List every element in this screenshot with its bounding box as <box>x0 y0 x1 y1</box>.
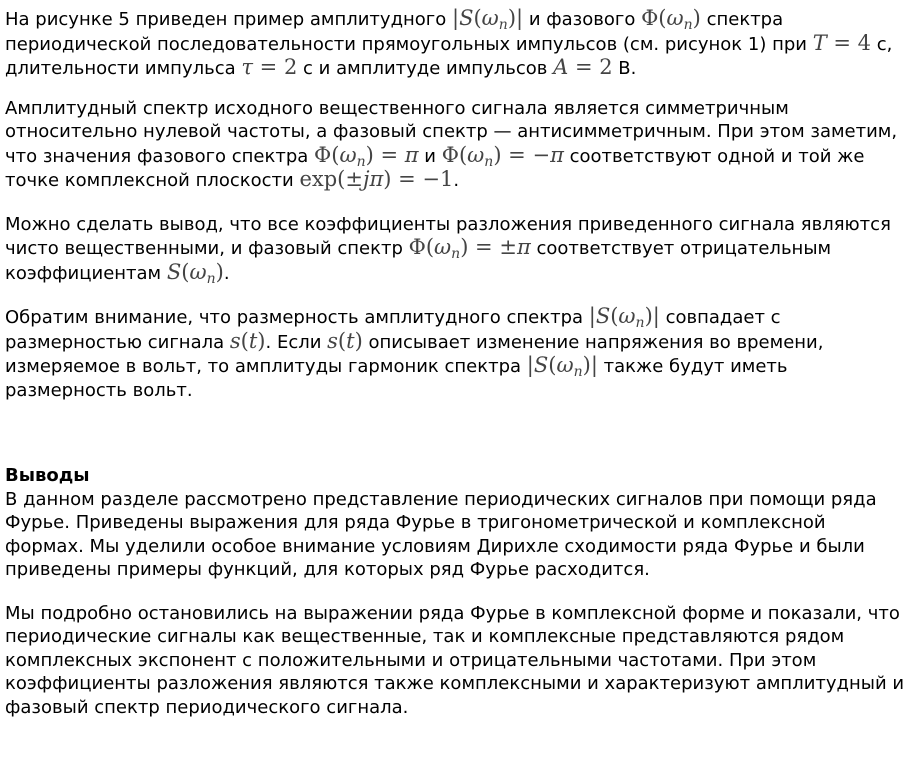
formula-signal: s(t) <box>229 328 266 353</box>
formula-coeff: $S(\omega_n)$ <box>166 259 224 287</box>
text: . <box>223 262 230 284</box>
text: с, длительности импульса <box>5 33 893 79</box>
formula-amplitude-spectrum: $|S(\omega_n)|$ <box>452 6 524 33</box>
formula-phase-spectrum: $\Phi(\omega_n)$ <box>641 6 701 33</box>
text: Обратим внимание, что размерность амплитудного спектра <box>5 307 589 328</box>
section-heading-conclusions: Выводы <box>5 465 90 486</box>
formula-phase-pm-pi: $\Phi(\omega_n) = \pm\pi$ <box>408 235 531 262</box>
paragraph-spectrum-example <box>5 7 909 81</box>
formula-pulse-width: τ = 2 <box>241 55 298 79</box>
text: соответствует отрицательным коэффициентам <box>5 238 832 284</box>
text: и фазового <box>523 9 642 30</box>
text: Амплитудный спектр исходного вещественного сигнала является симметричным относительно нулевой частоты, а фазовый спектр — антисимметричным. При этом заметим, что значения фазового спектра <box>5 97 898 167</box>
formula-amplitude-spectrum: $|S(\omega_n)|$ <box>588 304 660 331</box>
paragraph-dimension <box>5 305 909 402</box>
paragraph-symmetry <box>5 97 909 193</box>
formula-amplitude: A = 2 <box>553 55 613 79</box>
text: и <box>418 145 442 167</box>
text: описывает изменение напряжения во времени, измеряемое в вольт, то амплитуды гармоник спектра <box>5 331 824 377</box>
formula-signal: s(t) <box>327 328 363 353</box>
text: . Если <box>265 331 328 353</box>
text: В. <box>612 58 637 79</box>
formula-phase-pi: $\Phi(\omega_n) = \pi$ <box>314 142 419 170</box>
formula-phase-minus-pi: $\Phi(\omega_n) = -\pi$ <box>441 142 564 170</box>
formula-amplitude-spectrum: $|S(\omega_n)|$ <box>526 353 598 380</box>
text: . <box>453 170 460 191</box>
formula-period: T = 4 <box>812 30 872 55</box>
paragraph-conclusion-real <box>5 213 909 286</box>
paragraph-conclusions-1: В данном разделе рассмотрено представление периодических сигналов при помощи ряда Фурье. Приведены выражения для ряда Фурье в тригонометрической и комплексной формах. Мы уделили особое внимание условиям Дирихле сходимости ряда Фурье и были приведены примеры функций, для которых ряд Фурье расходится. <box>5 488 877 580</box>
paragraph-conclusions-2: Мы подробно остановились на выражении ряда Фурье в комплексной форме и показали, что периодические сигналы как вещественные, так и комплексные представляются рядом комплексных экспонент с положительными и отрицательными частотами. При этом коэффициенты разложения являются также комплексными и характеризуют амплитудный и фазовый спектр периодического сигнала. <box>5 602 905 718</box>
text: соответствуют одной и той же точке комплексной плоскости <box>5 145 865 191</box>
text: спектра периодической последовательности прямоугольных импульсов (см. рисунок 1) при <box>5 9 813 55</box>
text: Можно сделать вывод, что все коэффициенты разложения приведенного сигнала являются чисто вещественными, и фазовый спектр <box>5 213 891 259</box>
text: с и амплитуде импульсов <box>297 58 554 79</box>
text: На рисунке 5 приведен пример амплитудного <box>5 9 452 30</box>
text: также будут иметь размерность вольт. <box>5 356 788 401</box>
formula-exp: exp(±jπ) = −1 <box>299 167 454 191</box>
text: совпадает с размерностью сигнала <box>5 307 781 353</box>
